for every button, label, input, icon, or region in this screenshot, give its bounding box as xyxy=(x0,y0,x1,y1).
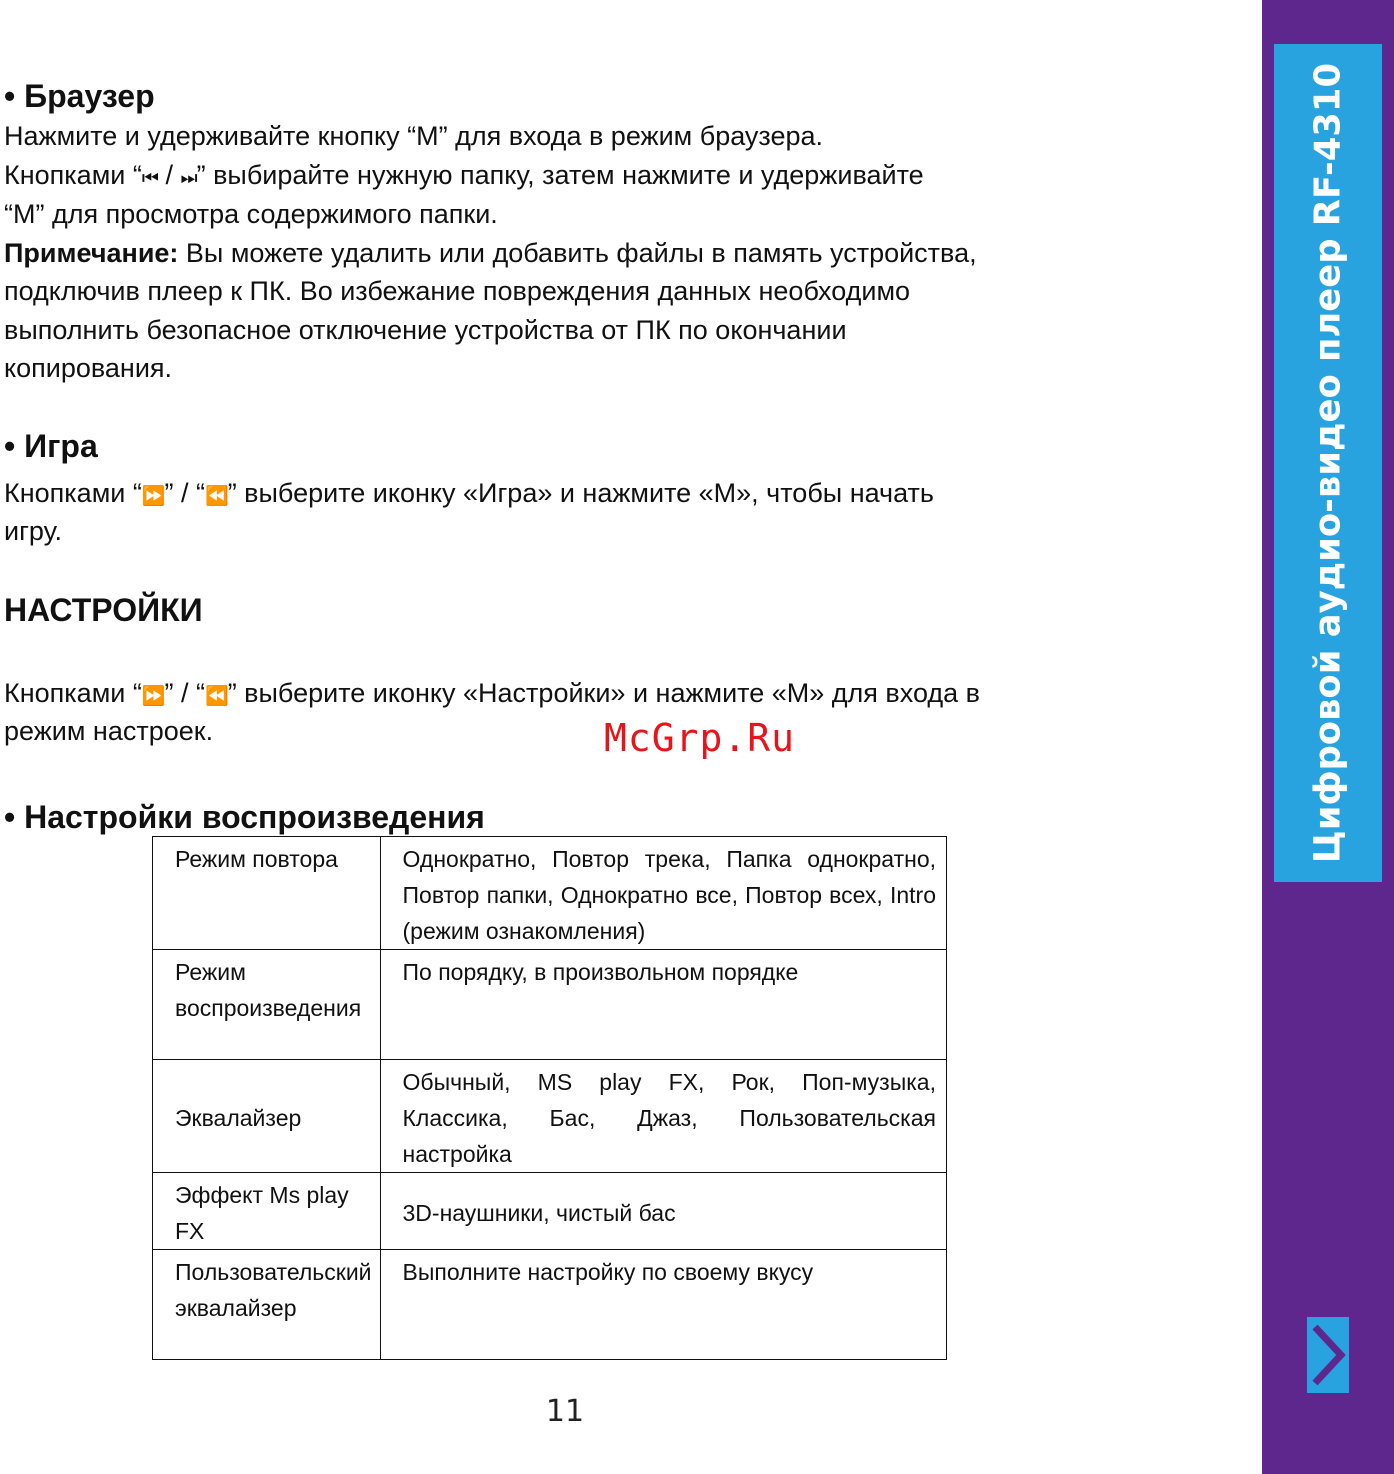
browser-line-3: “M” для просмотра содержимого папки. xyxy=(4,199,498,229)
table-row xyxy=(153,837,947,950)
browser-note-line-2: подключив плеер к ПК. Во избежание повреждения данных необходимо xyxy=(4,276,911,306)
game-line-1: Кнопками “⏩” / “⏪” выберите иконку «Игра» и нажмите «M», чтобы начать xyxy=(4,478,934,508)
sidebar xyxy=(1262,0,1394,1474)
table-cell-key: Эффект Ms play FX xyxy=(153,1173,381,1250)
game-heading: • Игра xyxy=(4,428,98,464)
settings-line-2: режим настроек. xyxy=(4,716,214,746)
browser-line-1: Нажмите и удерживайте кнопку “M” для входа в режим браузера. xyxy=(4,121,824,151)
fast-forward-icon: ⏩ xyxy=(141,686,165,707)
browser-note-line-4: копирования. xyxy=(4,353,173,383)
sidebar-title-banner xyxy=(1274,44,1382,882)
table-row xyxy=(153,1060,947,1173)
table-cell-value: По порядку, в произвольном порядке xyxy=(380,950,946,1060)
table-row xyxy=(153,1173,947,1250)
table-row xyxy=(153,1250,947,1360)
table-cell-key: Режим воспроизведения xyxy=(153,950,381,1060)
watermark-logo: McGrp.Ru xyxy=(604,716,796,760)
game-line-2: игру. xyxy=(4,516,62,546)
chevron-right-icon[interactable] xyxy=(1307,1317,1349,1393)
fast-forward-icon: ⏩ xyxy=(141,486,165,507)
table-cell-key: Режим повтора xyxy=(153,837,381,950)
table-row xyxy=(153,950,947,1060)
table-cell-value: Обычный, MS play FX, Рок, Поп-музыка, Классика, Бас, Джаз, Пользовательская настройка xyxy=(380,1060,946,1173)
playback-settings-table xyxy=(152,836,947,1360)
note-label: Примечание: xyxy=(4,238,179,268)
table-cell-value: 3D-наушники, чистый бас xyxy=(380,1173,946,1250)
browser-line-2: Кнопками “⏮ / ⏭” выбирайте нужную папку, затем нажмите и удерживайте xyxy=(4,160,924,190)
playback-heading: • Настройки воспроизведения xyxy=(4,799,485,835)
table-cell-key: Эквалайзер xyxy=(153,1060,381,1173)
page-number: 11 xyxy=(545,1394,585,1429)
settings-line-1: Кнопками “⏩” / “⏪” выберите иконку «Настройки» и нажмите «M» для входа в xyxy=(4,678,980,708)
browser-note-line-1: Примечание: Вы можете удалить или добавить файлы в память устройства, xyxy=(4,238,977,268)
rewind-icon: ⏪ xyxy=(205,686,228,707)
rewind-icon: ⏪ xyxy=(205,486,228,507)
next-track-icon: ⏭ xyxy=(180,168,197,189)
browser-note-line-3: выполнить безопасное отключение устройства от ПК по окончании xyxy=(4,315,847,345)
table-cell-value: Выполните настройку по своему вкусу xyxy=(380,1250,946,1360)
sidebar-title: Цифровой аудио-видео плеер RF-4310 xyxy=(1307,62,1349,864)
browser-heading: • Браузер xyxy=(4,78,155,114)
table-cell-value: Однократно, Повтор трека, Папка однократно, Повтор папки, Однократно все, Повтор всех, Intro (режим ознакомления) xyxy=(380,837,946,950)
prev-track-icon: ⏮ xyxy=(141,168,158,189)
settings-heading: НАСТРОЙКИ xyxy=(4,592,203,628)
table-cell-key: Пользовательский эквалайзер xyxy=(153,1250,381,1360)
chevron-right-icon-graphic xyxy=(1307,1317,1349,1393)
